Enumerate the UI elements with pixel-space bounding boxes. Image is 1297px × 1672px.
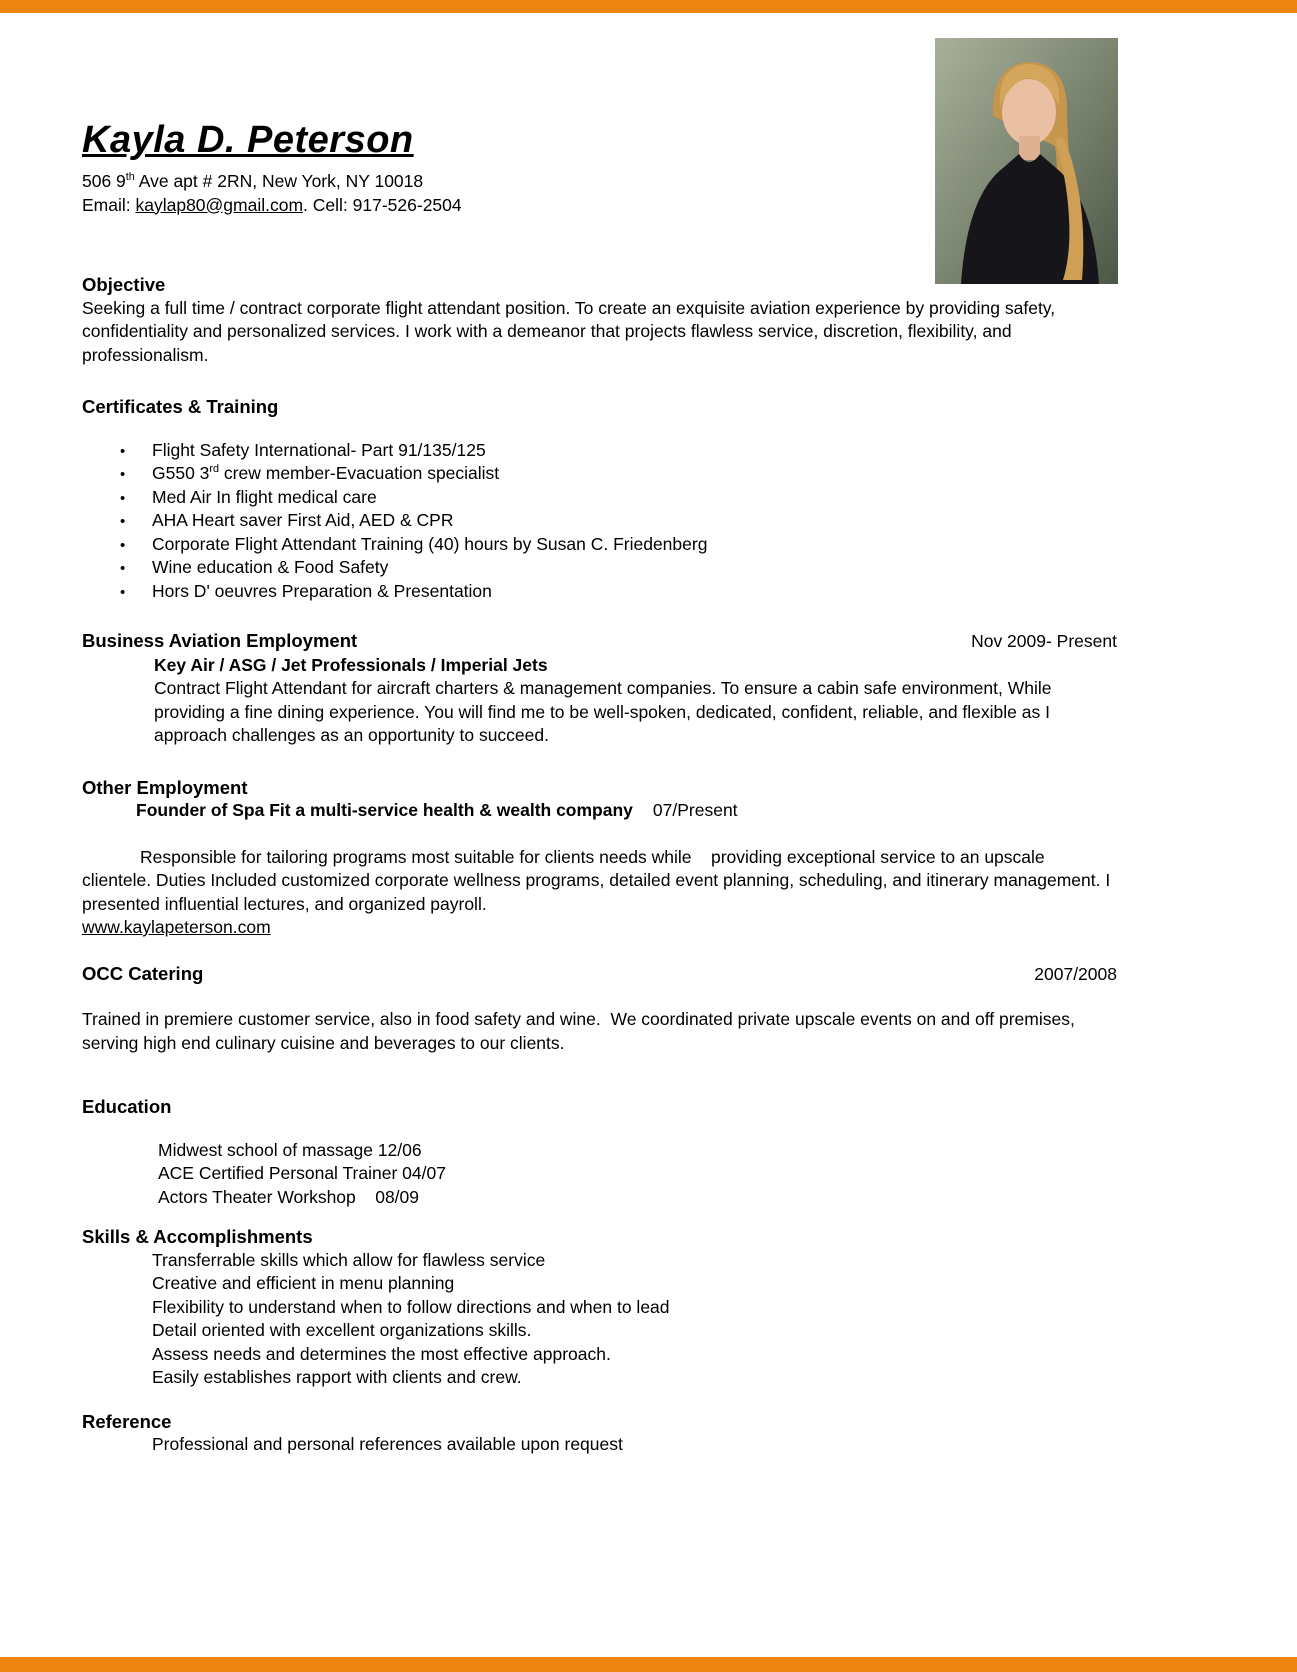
header (82, 117, 1117, 217)
business-dates: Nov 2009- Present (971, 631, 1117, 651)
certificate-item (82, 556, 1117, 580)
cell-text: . Cell: 917-526-2504 (303, 194, 462, 215)
education-item: Midwest school of massage 12/06 (158, 1139, 422, 1160)
certificate-item (82, 462, 1117, 486)
email-label: Email: (82, 194, 136, 215)
bottom-border-bar (0, 1657, 1297, 1672)
section-objective (82, 273, 1117, 367)
bullet-icon (120, 556, 125, 581)
bullet-icon (120, 509, 125, 534)
other-employment-role: Founder of Spa Fit a multi-service health & wealth company (136, 800, 633, 820)
business-body: Contract Flight Attendant for aircraft charters & management companies. To ensure a cabin safe environment, While providing a fine dining experience. You will find me to be well-spoken, dedicated, confident, reliable, and flexible as I approach challenges as an opportunity to succeed. (154, 678, 1052, 745)
section-occ-catering (82, 962, 1117, 1056)
certificate-item (82, 509, 1117, 533)
certificate-item-text: Wine education & Food Safety (152, 557, 389, 577)
objective-body: Seeking a full time / contract corporate flight attendant position. To create an exquisite aviation experience by providing safety, confidentiality and personalized services. I work with a demeanor that projects flawless service, discretion, flexibility, and professionalism. (82, 297, 1056, 365)
business-heading: Business Aviation Employment (82, 630, 358, 651)
certificate-item (82, 439, 1117, 463)
contact-line (82, 194, 1117, 218)
certificate-item (82, 533, 1117, 557)
business-heading-row (82, 629, 1117, 654)
candidate-name: Kayla D. Peterson (82, 119, 414, 161)
section-skills (82, 1225, 1117, 1390)
education-list (82, 1139, 1117, 1210)
education-item: ACE Certified Personal Trainer 04/07 (158, 1163, 446, 1183)
education-item: Actors Theater Workshop 08/09 (158, 1186, 420, 1207)
certificate-item-text: Med Air In flight medical care (152, 486, 377, 507)
certificate-item-text: AHA Heart saver First Aid, AED & CPR (152, 510, 454, 530)
certificate-item-text: crew member-Evacuation specialist (219, 463, 500, 483)
certificate-item-text: Hors D' oeuvres Preparation & Presentation (152, 580, 492, 601)
occ-heading-row (82, 962, 1117, 987)
section-reference (82, 1410, 1117, 1457)
certificate-item-text: G550 3 (152, 463, 210, 483)
certificate-item-text: Corporate Flight Attendant Training (40) hours by Susan C. Friedenberg (152, 533, 708, 554)
other-employment-dates: 07/Present (652, 800, 738, 820)
address-line (82, 170, 1117, 194)
skill-item: Creative and efficient in menu planning (152, 1273, 455, 1293)
occ-heading: OCC Catering (82, 962, 204, 984)
certificates-list (82, 439, 1117, 604)
education-heading: Education (82, 1096, 172, 1117)
business-subheading: Key Air / ASG / Jet Professionals / Imperial Jets (154, 654, 548, 675)
bullet-icon (120, 580, 125, 605)
bullet-icon (120, 486, 125, 511)
section-other-employment (82, 776, 1117, 940)
occ-dates: 2007/2008 (1034, 963, 1117, 984)
other-employment-heading: Other Employment (82, 776, 248, 798)
objective-heading: Objective (82, 274, 166, 295)
top-border-bar (0, 0, 1297, 13)
bullet-icon (120, 533, 125, 558)
bullet-icon (120, 462, 125, 487)
website-line (82, 916, 1117, 940)
reference-body: Professional and personal references available upon request (152, 1434, 623, 1454)
email-link[interactable]: kaylap80@gmail.com (135, 194, 304, 215)
section-education (82, 1095, 1117, 1209)
reference-heading: Reference (82, 1410, 172, 1432)
certificates-heading: Certificates & Training (82, 396, 279, 417)
skill-item: Flexibility to understand when to follow directions and when to lead (152, 1296, 670, 1317)
skill-item: Detail oriented with excellent organizations skills. (152, 1320, 532, 1340)
bullet-icon (120, 439, 125, 464)
certificate-item (82, 486, 1117, 510)
address-text-pre: 506 9 (82, 171, 126, 191)
skill-item: Easily establishes rapport with clients and crew. (152, 1367, 522, 1387)
resume-content (82, 13, 1117, 1457)
skills-heading: Skills & Accomplishments (82, 1226, 313, 1247)
address-ordinal-sup: th (125, 171, 135, 184)
website-link[interactable]: www.kaylapeterson.com (82, 917, 271, 937)
other-employment-body: Responsible for tailoring programs most suitable for clients needs while providing exceptional service to an upscale clientele. Duties Included customized corporate wellness programs, detailed event planning, scheduling, and itinerary management. I presented influential lectures, and organized payroll. (82, 846, 1116, 914)
address-text-post: Ave apt # 2RN, New York, NY 10018 (134, 171, 424, 191)
skill-item: Transferrable skills which allow for flawless service (152, 1249, 546, 1270)
certificate-ordinal-sup: rd (209, 463, 220, 476)
certificate-item-text: Flight Safety International- Part 91/135/125 (152, 439, 486, 460)
section-business-aviation (82, 629, 1117, 748)
skills-list (82, 1249, 1117, 1390)
section-certificates (82, 395, 1117, 603)
certificate-item (82, 580, 1117, 604)
other-employment-role-line (82, 799, 1117, 823)
skill-item: Assess needs and determines the most effective approach. (152, 1343, 611, 1364)
occ-body: Trained in premiere customer service, also in food safety and wine. We coordinated private upscale events on and off premises, serving high end culinary cuisine and beverages to our clients. (82, 1009, 1080, 1053)
